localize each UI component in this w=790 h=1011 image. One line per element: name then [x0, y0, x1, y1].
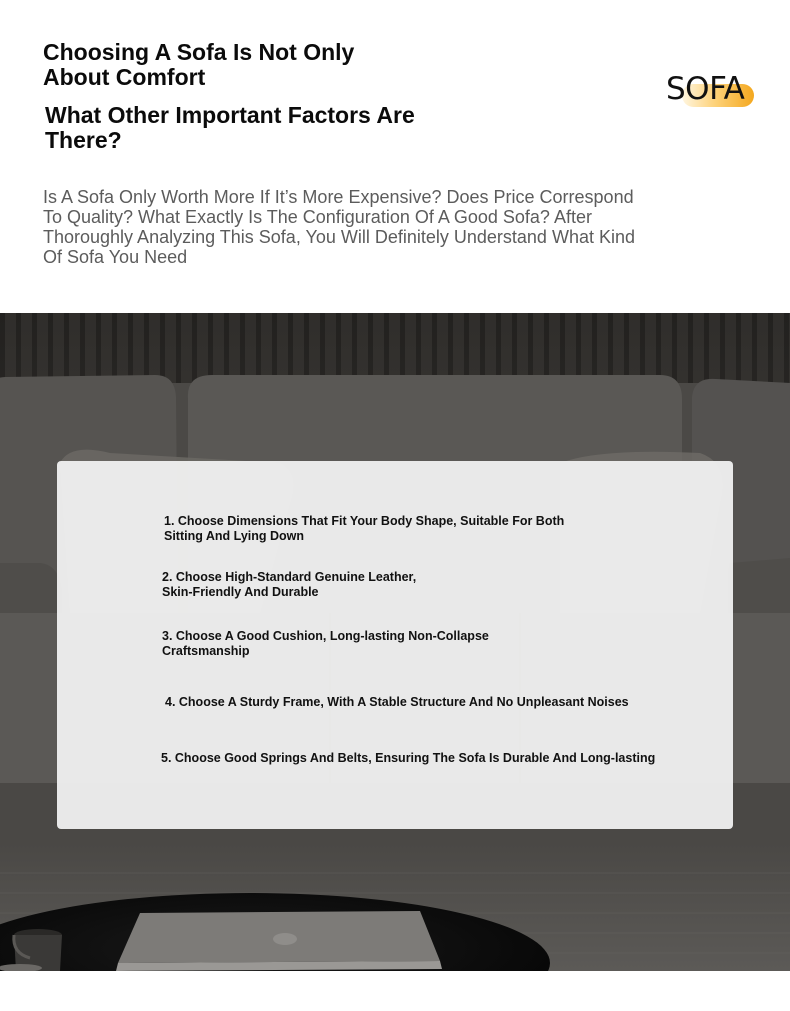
page-title: Choosing A Sofa Is Not Only About Comfort [43, 39, 355, 90]
factor-item-springs: 5. Choose Good Springs And Belts, Ensuring The Sofa Is Durable And Long-lasting [161, 751, 656, 765]
page-subtitle: What Other Important Factors Are There? [45, 102, 415, 153]
sofa-logo [664, 70, 756, 112]
intro-paragraph: Is A Sofa Only Worth More If It’s More Expensive? Does Price Correspond To Quality? What Exactly Is The Configuration Of A Good Sofa? After Thoroughly Analyzing This Sofa, You Will Definitely Understand What Kind Of Sofa You Need [43, 187, 635, 267]
factor-item-leather: 2. Choose High-Standard Genuine Leather, Skin-Friendly And Durable [162, 570, 417, 599]
logo-text: SOFA [666, 71, 745, 107]
factor-item-dimensions: 1. Choose Dimensions That Fit Your Body Shape, Suitable For Both Sitting And Lying Down [164, 514, 565, 543]
factor-item-cushion: 3. Choose A Good Cushion, Long-lasting Non-Collapse Craftsmanship [162, 629, 489, 658]
factor-item-frame: 4. Choose A Sturdy Frame, With A Stable Structure And No Unpleasant Noises [165, 695, 629, 709]
sofa-factors-card [57, 461, 733, 829]
